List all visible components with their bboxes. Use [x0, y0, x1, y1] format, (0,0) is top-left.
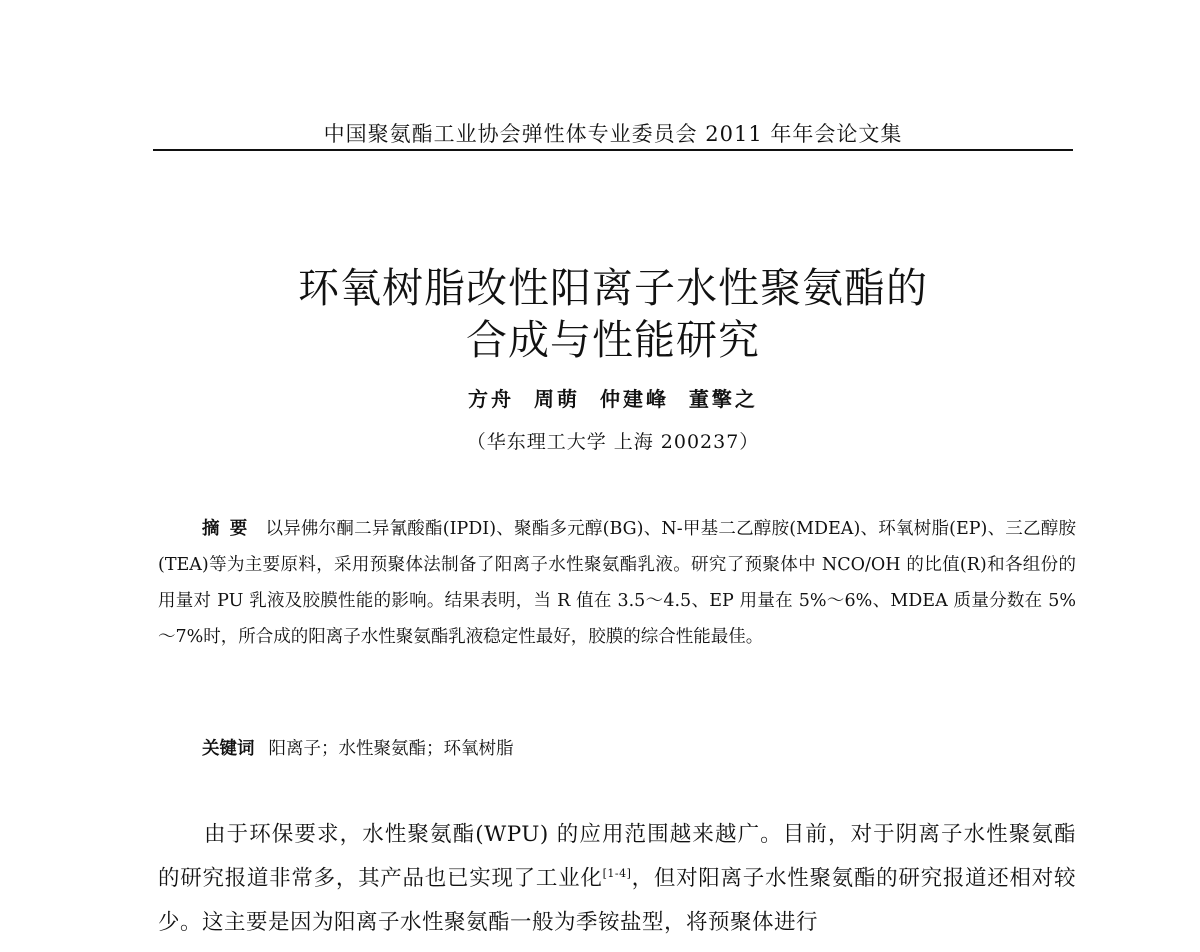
- running-header: 中国聚氨酯工业协会弹性体专业委员会 2011 年年会论文集: [323, 122, 903, 146]
- abstract: [158, 511, 1076, 655]
- title-line-1: 环氧树脂改性阳离子水性聚氨酯的: [298, 264, 928, 312]
- author-list: 方舟 周萌 仲建峰 董擎之: [468, 387, 758, 411]
- keywords: [202, 735, 1076, 760]
- title-line-2: 合成与性能研究: [466, 316, 760, 364]
- body-paragraph: [158, 813, 1076, 945]
- affiliation: （华东理工大学 上海 200237）: [466, 431, 760, 453]
- body-text-part-2: ，但对阳离子水性聚氨酯的研究报道还相对较少。这主要是因为阳离子水性聚氨酯一般为季铵盐型，将预聚体进行: [158, 866, 1076, 935]
- citation-ref[interactable]: [1-4]: [602, 866, 632, 880]
- keywords-text: 阳离子；水性聚氨酯；环氧树脂: [268, 739, 514, 759]
- body-text-part-1: 由于环保要求，水性聚氨酯(WPU) 的应用范围越来越广。目前，对于阴离子水性聚氨酯的研究报道非常多，其产品也已实现了工业化: [158, 822, 1076, 891]
- abstract-text: 以异佛尔酮二异氰酸酯(IPDI)、聚酯多元醇(BG)、N-甲基二乙醇胺(MDEA)、环氧树脂(EP)、三乙醇胺(TEA)等为主要原料，采用预聚体法制备了阳离子水性聚氨酯乳液。研究了预聚体中 NCO/OH 的比值(R)和各组份的用量对 PU 乳液及胶膜性能的影响。结果表明，当 R 值在 3.5～4.5、EP 用量在 5%～6%、MDEA 质量分数在 5%～7%时，所合成的阳离子水性聚氨酯乳液稳定性最好，胶膜的综合性能最佳。: [158, 519, 1076, 647]
- paper-title: [153, 262, 1073, 366]
- keywords-label: 关键词: [202, 739, 255, 759]
- abstract-label: 摘要: [202, 519, 258, 539]
- header-rule: [153, 149, 1073, 151]
